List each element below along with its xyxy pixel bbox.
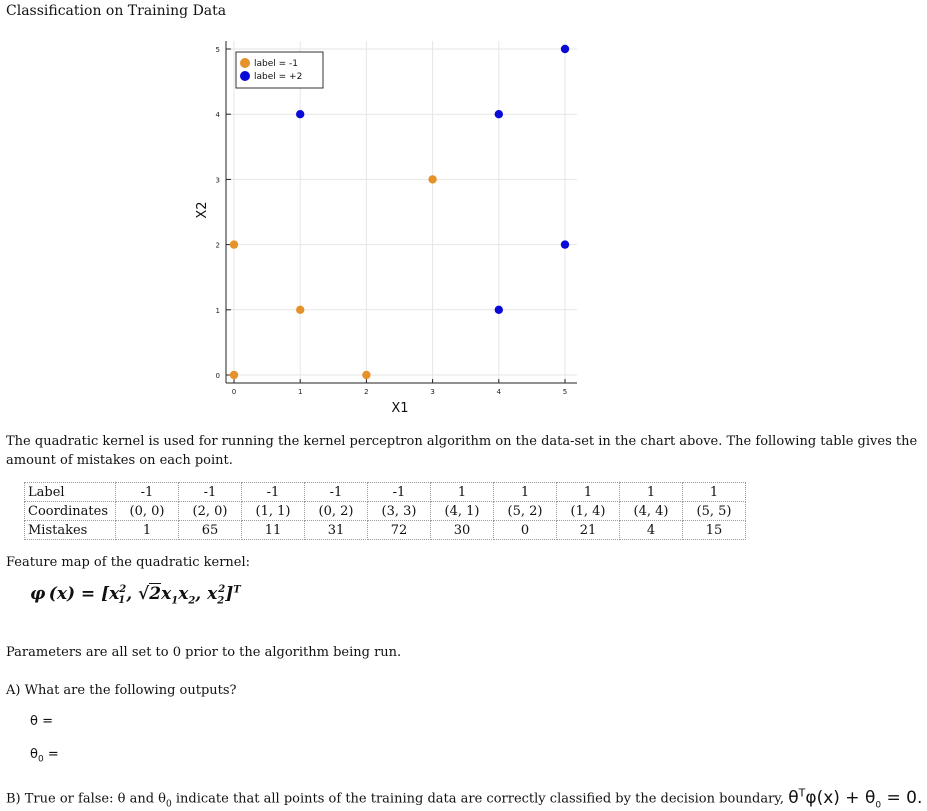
feature-map-heading: Feature map of the quadratic kernel:: [6, 555, 251, 570]
coordinate-cell: (0, 2): [305, 502, 368, 521]
scatter-chart: [188, 30, 588, 420]
y-tick-label: 3: [215, 176, 220, 185]
table-row-mistakes: [25, 521, 746, 540]
legend-box: [236, 52, 323, 88]
x-axis-title: X1: [391, 401, 409, 416]
theta0-output-line: $\theta_0$ =: [30, 747, 59, 765]
mistakes-table: [24, 482, 746, 540]
y-tick-label: 1: [215, 306, 220, 315]
label-cell: 1: [683, 483, 746, 502]
mistake-cell: 11: [242, 521, 305, 540]
part-b-question: B) True or false: θ and $\theta_0$ indicate that all points of the training data are correctly classified by the decision boundary, $\theta^T\varphi(x) + \theta_0 = 0$.: [6, 786, 923, 811]
row-header: Coordinates: [25, 502, 116, 521]
label-cell: 1: [494, 483, 557, 502]
table-row-coordinates: [25, 502, 746, 521]
x-tick-label: 3: [430, 388, 435, 396]
mistake-cell: 15: [683, 521, 746, 540]
row-header: Label: [25, 483, 116, 502]
x-tick-label: 5: [562, 388, 568, 396]
grid-layer: [226, 41, 577, 383]
data-point-neg: [428, 175, 436, 183]
mistake-cell: 1: [116, 521, 179, 540]
mistake-cell: 0: [494, 521, 557, 540]
data-point-neg: [296, 306, 304, 314]
data-point-neg: [362, 371, 370, 379]
data-point-pos: [561, 45, 569, 53]
parameters-text: Parameters are all set to 0 prior to the algorithm being run.: [6, 645, 402, 660]
x-tick-label: 2: [364, 388, 369, 396]
mistake-cell: 21: [557, 521, 620, 540]
label-cell: -1: [116, 483, 179, 502]
theta0-label: θ: [30, 747, 38, 762]
x-tick-label: 4: [496, 388, 502, 396]
mistake-cell: 4: [620, 521, 683, 540]
y-tick-label: 5: [215, 46, 220, 54]
label-cell: -1: [305, 483, 368, 502]
legend-marker-neg: [240, 58, 250, 68]
chart-title: Classification on Training Data: [6, 3, 227, 19]
y-tick-label: 0: [215, 372, 220, 380]
x-tick-label: 0: [231, 388, 237, 396]
y-tick-label: 4: [215, 111, 220, 120]
y-tick-label: 2: [215, 241, 220, 250]
row-header: Mistakes: [25, 521, 116, 540]
data-point-pos: [495, 110, 503, 118]
label-cell: -1: [242, 483, 305, 502]
data-point-pos: [561, 240, 569, 248]
y-axis-title: X2: [195, 201, 210, 219]
legend: [236, 52, 323, 88]
coordinate-cell: (5, 2): [494, 502, 557, 521]
coordinate-cell: (1, 4): [557, 502, 620, 521]
coordinate-cell: (2, 0): [179, 502, 242, 521]
mistake-cell: 72: [368, 521, 431, 540]
coordinate-cell: (5, 5): [683, 502, 746, 521]
theta-output-line: [30, 714, 53, 729]
data-point-pos: [495, 306, 503, 314]
label-cell: -1: [368, 483, 431, 502]
axes-layer: [216, 41, 577, 396]
data-point-neg: [230, 240, 238, 248]
intro-paragraph: The quadratic kernel is used for running the kernel perceptron algorithm on the data-set in the chart above. The following table gives the amount of mistakes on each point.: [6, 434, 918, 468]
mistake-cell: 30: [431, 521, 494, 540]
feature-map-formula: φ $(x) = [x_1^2$, $√2x_1x_2$, $x_2^2]^T$: [30, 584, 241, 607]
theta-label: θ =: [30, 714, 53, 729]
part-a-question: A) What are the following outputs?: [6, 683, 237, 698]
coordinate-cell: (4, 1): [431, 502, 494, 521]
mistake-cell: 31: [305, 521, 368, 540]
legend-marker-pos: [240, 71, 250, 81]
points-layer: [230, 45, 569, 379]
coordinate-cell: (3, 3): [368, 502, 431, 521]
label-cell: 1: [431, 483, 494, 502]
label-cell: -1: [179, 483, 242, 502]
coordinate-cell: (4, 4): [620, 502, 683, 521]
data-point-neg: [230, 371, 238, 379]
data-point-pos: [296, 110, 304, 118]
mistake-cell: 65: [179, 521, 242, 540]
label-cell: 1: [557, 483, 620, 502]
label-cell: 1: [620, 483, 683, 502]
legend-label-neg: label = -1: [254, 59, 299, 69]
x-tick-label: 1: [297, 388, 303, 396]
table-row-label: [25, 483, 746, 502]
coordinate-cell: (1, 1): [242, 502, 305, 521]
legend-label-pos: label = +2: [254, 72, 303, 82]
coordinate-cell: (0, 0): [116, 502, 179, 521]
